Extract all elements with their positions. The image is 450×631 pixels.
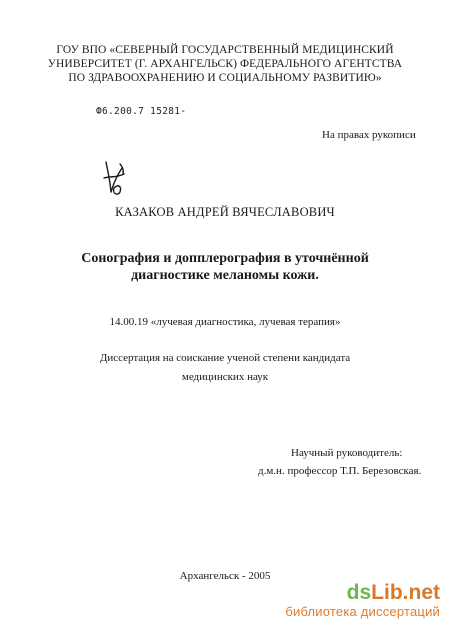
dissertation-title <box>0 250 450 284</box>
title-line-1: Сонография и допплерография в уточнённой <box>81 251 369 266</box>
watermark-brand-prefix: ds <box>346 581 372 604</box>
city-year: Архангельск - 2005 <box>179 570 271 582</box>
degree-line-1: Диссертация на соискание ученой степени кандидата <box>99 352 351 364</box>
title-line-2: диагностике меланомы кожи. <box>131 268 319 283</box>
watermark-brand-suffix: Lib.net <box>371 581 440 604</box>
author-name: КАЗАКОВ АНДРЕЙ ВЯЧЕСЛАВОВИЧ <box>115 205 335 219</box>
institution-header <box>0 43 450 85</box>
degree-statement <box>0 349 450 387</box>
institution-line-2: УНИВЕРСИТЕТ (Г. АРХАНГЕЛЬСК) ФЕДЕРАЛЬНОГО АГЕНТСТВА <box>47 58 403 70</box>
library-stamp: Ф6.200.7 15281- <box>96 106 187 117</box>
specialty-code: 14.00.19 «лучевая диагностика, лучевая терапия» <box>109 316 341 328</box>
institution-line-3: ПО ЗДРАВООХРАНЕНИЮ И СОЦИАЛЬНОМУ РАЗВИТИЮ» <box>68 72 382 84</box>
supervisor-label: Научный руководитель: <box>291 447 403 459</box>
dslib-watermark[interactable] <box>285 582 440 619</box>
watermark-brand <box>285 582 440 604</box>
degree-line-2: медицинских наук <box>181 371 269 383</box>
signature-mark <box>100 158 130 198</box>
watermark-tagline: библиотека диссертаций <box>285 604 440 619</box>
supervisor-name: д.м.н. профессор Т.П. Березовская. <box>258 465 422 477</box>
rights-note: На правах рукописи <box>322 129 416 141</box>
institution-line-1: ГОУ ВПО «СЕВЕРНЫЙ ГОСУДАРСТВЕННЫЙ МЕДИЦИНСКИЙ <box>56 44 394 56</box>
